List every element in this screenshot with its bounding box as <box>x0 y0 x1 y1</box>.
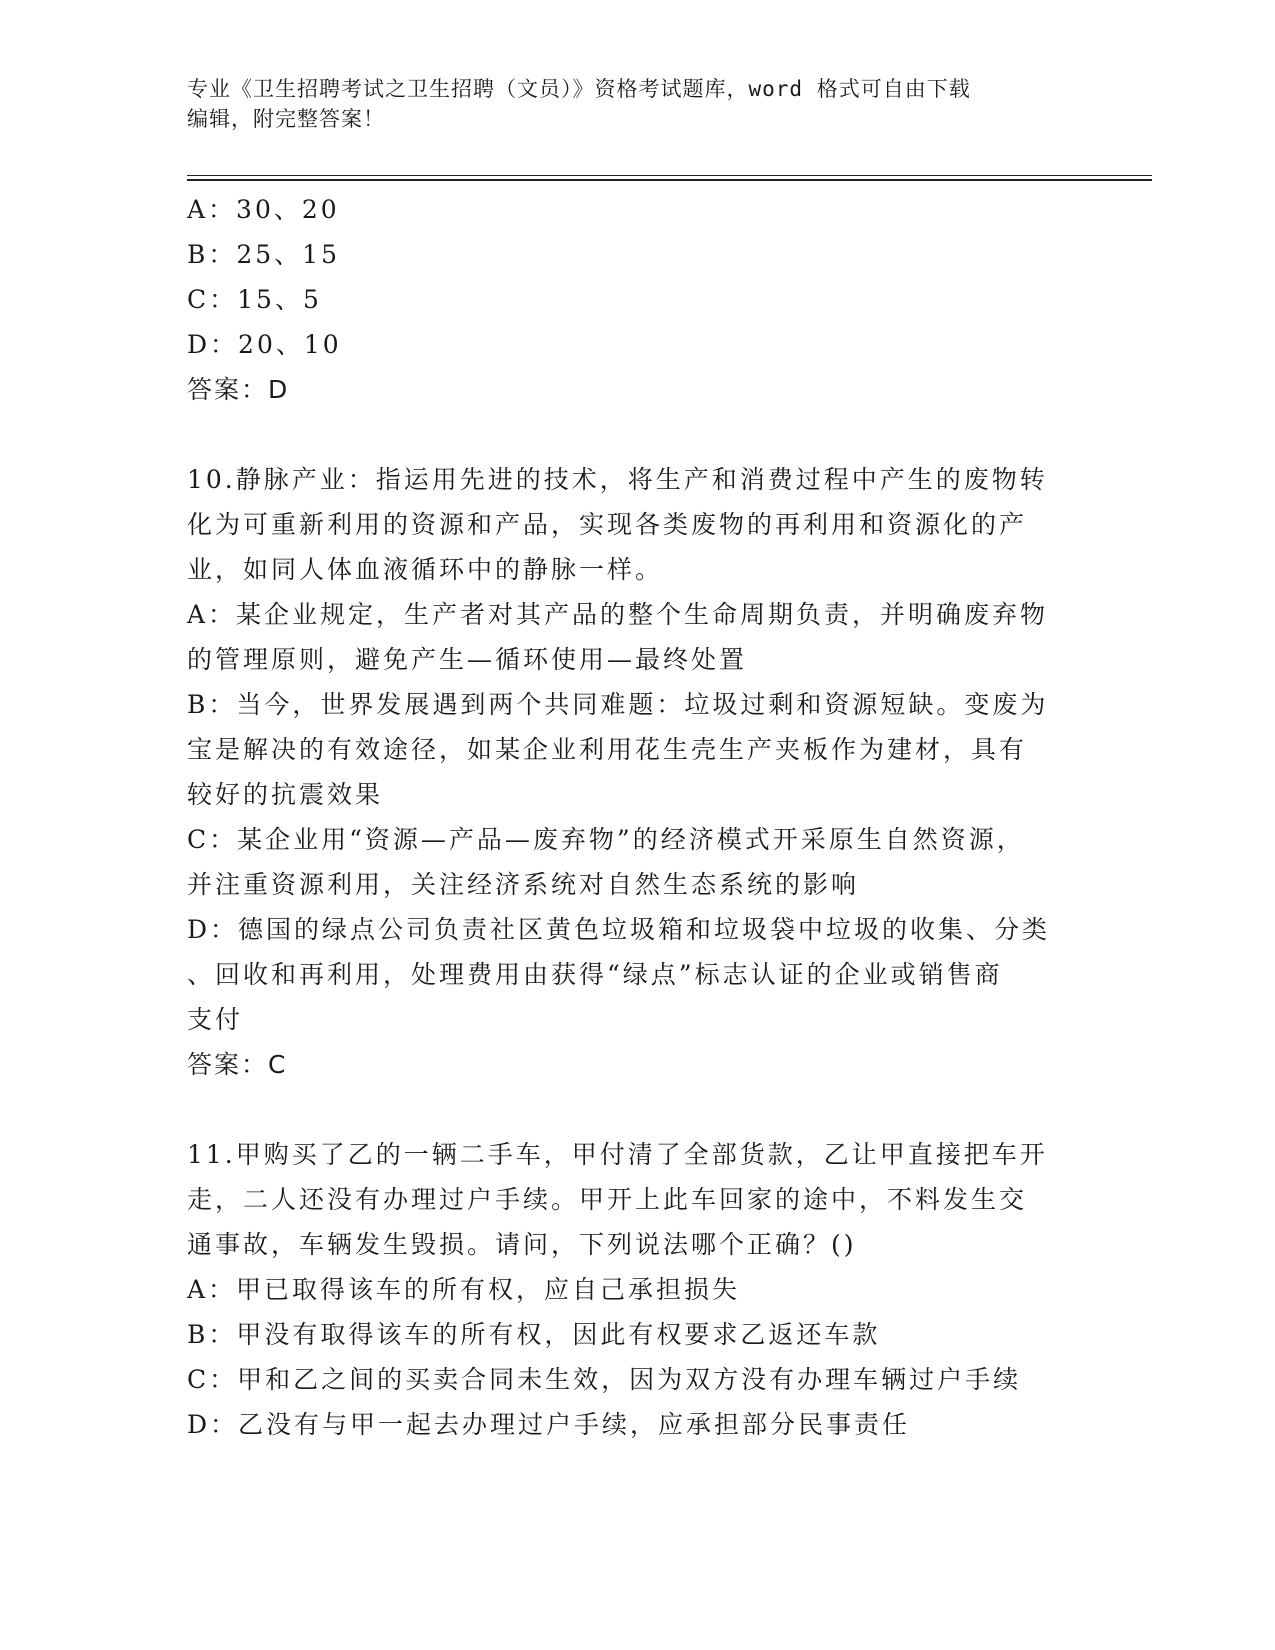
q10-answer: 答案：C <box>187 1050 288 1079</box>
q11-option-b: B：甲没有取得该车的所有权，因此有权要求乙返还车款 <box>187 1320 881 1349</box>
q10-option-a <box>187 592 1087 682</box>
question-11 <box>187 1132 1087 1447</box>
q10-option-c-line: C：某企业用“资源—产品—废弃物”的经济模式开采原生自然资源， <box>187 825 1025 854</box>
q10-option-d <box>187 907 1087 1042</box>
q10-option-d-line: D：德国的绿点公司负责社区黄色垃圾箱和垃圾袋中垃圾的收集、分类 <box>187 915 1051 944</box>
q11-stem-line: 11.甲购买了乙的一辆二手车，甲付清了全部货款，乙让甲直接把车开 <box>187 1140 1048 1169</box>
question-10 <box>187 457 1087 1087</box>
question-spacer <box>187 412 1087 457</box>
q10-stem-line: 10.静脉产业：指运用先进的技术，将生产和消费过程中产生的废物转 <box>187 465 1048 494</box>
document-header <box>187 74 1087 134</box>
q10-option-c <box>187 817 1087 907</box>
question-spacer <box>187 1087 1087 1132</box>
header-divider-thin <box>187 175 1152 176</box>
q10-option-d-line: 、回收和再利用，处理费用由获得“绿点”标志认证的企业或销售商 <box>187 960 1003 989</box>
q10-option-a-line: A：某企业规定，生产者对其产品的整个生命周期负责，并明确废弃物 <box>187 600 1049 629</box>
q9-option-b: B：25、15 <box>187 240 340 269</box>
q10-option-b-line: 较好的抗震效果 <box>187 780 384 809</box>
q10-option-b-line: B：当今，世界发展遇到两个共同难题：垃圾过剩和资源短缺。变废为 <box>187 690 1049 719</box>
header-line-2: 编辑，附完整答案！ <box>187 107 385 131</box>
q11-stem-line: 走，二人还没有办理过户手续。甲开上此车回家的途中，不料发生交 <box>187 1185 1028 1214</box>
q10-option-d-line: 支付 <box>187 1005 244 1034</box>
q10-option-b <box>187 682 1087 817</box>
q10-option-a-line: 的管理原则，避免产生—循环使用—最终处置 <box>187 645 748 674</box>
q11-stem-line: 通事故，车辆发生毁损。请问，下列说法哪个正确？() <box>187 1230 857 1259</box>
header-divider-thick <box>187 179 1152 181</box>
question-9 <box>187 187 1087 412</box>
q10-stem-line: 业，如同人体血液循环中的静脉一样。 <box>187 555 664 584</box>
q9-option-d: D：20、10 <box>187 330 342 359</box>
header-line-1: 专业《卫生招聘考试之卫生招聘（文员）》资格考试题库，word 格式可自由下载 <box>187 77 971 101</box>
q11-option-c: C：甲和乙之间的买卖合同未生效，因为双方没有办理车辆过户手续 <box>187 1365 1022 1394</box>
q11-option-d: D：乙没有与甲一起去办理过户手续，应承担部分民事责任 <box>187 1410 911 1439</box>
q9-option-c: C：15、5 <box>187 285 322 314</box>
question-content <box>187 187 1087 1447</box>
q10-option-b-line: 宝是解决的有效途径，如某企业利用花生壳生产夹板作为建材，具有 <box>187 735 1028 764</box>
q9-answer: 答案：D <box>187 375 290 404</box>
q11-option-a: A：甲已取得该车的所有权，应自己承担损失 <box>187 1275 741 1304</box>
q10-stem-line: 化为可重新利用的资源和产品，实现各类废物的再利用和资源化的产 <box>187 510 1028 539</box>
q9-option-a: A：30、20 <box>187 195 340 224</box>
q10-option-c-line: 并注重资源利用，关注经济系统对自然生态系统的影响 <box>187 870 860 899</box>
